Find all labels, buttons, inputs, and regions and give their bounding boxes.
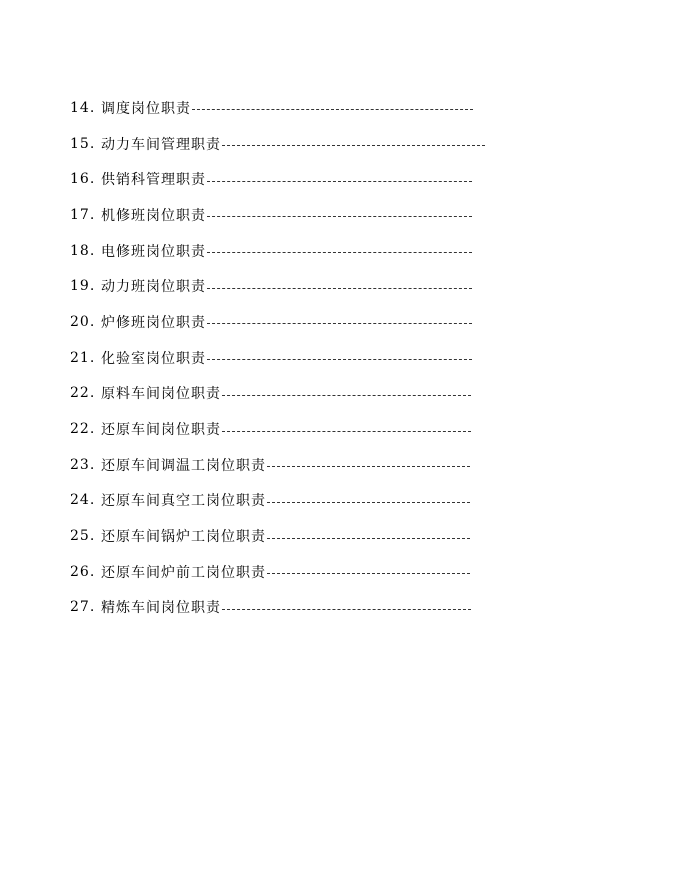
toc-entry-number: 14. [70, 99, 96, 116]
dotted-leader [192, 109, 473, 110]
toc-entry[interactable] [70, 340, 670, 376]
toc-entry[interactable] [70, 161, 670, 197]
toc-entry-title: 还原车间真空工岗位职责 [101, 493, 266, 510]
toc-entry-number: 15. [70, 135, 96, 152]
toc-entry-number: 19. [70, 278, 96, 295]
dotted-leader [222, 609, 471, 610]
dotted-leader [207, 181, 472, 182]
toc-entry-number: 21. [70, 349, 96, 366]
toc-entry-title: 还原车间调温工岗位职责 [101, 457, 266, 474]
toc-entry-title: 化验室岗位职责 [101, 350, 206, 367]
toc-entry-number: 20. [70, 313, 96, 330]
dotted-leader [207, 288, 472, 289]
dotted-leader [267, 538, 470, 539]
toc-entry-title: 电修班岗位职责 [101, 243, 206, 260]
toc-entry-number: 22. [70, 421, 96, 438]
dotted-leader [222, 395, 471, 396]
dotted-leader [222, 431, 471, 432]
toc-entry-title: 精炼车间岗位职责 [101, 600, 221, 617]
dotted-leader [207, 216, 472, 217]
toc-entry[interactable] [70, 411, 670, 447]
dotted-leader [207, 359, 472, 360]
dotted-leader [267, 573, 470, 574]
toc-entry[interactable] [70, 126, 670, 162]
toc-entry[interactable] [70, 590, 670, 626]
toc-entry-title: 还原车间锅炉工岗位职责 [101, 529, 266, 546]
toc-entry[interactable] [70, 518, 670, 554]
toc-entry-title: 还原车间岗位职责 [101, 422, 221, 439]
toc-entry[interactable] [70, 554, 670, 590]
toc-entry-title: 原料车间岗位职责 [101, 386, 221, 403]
dotted-leader [207, 323, 472, 324]
dotted-leader [267, 502, 470, 503]
dotted-leader [267, 466, 470, 467]
toc-entry[interactable] [70, 376, 670, 412]
toc-entry[interactable] [70, 268, 670, 304]
toc-entry-number: 22. [70, 385, 96, 402]
toc-entry-number: 25. [70, 528, 96, 545]
toc-entry-number: 26. [70, 563, 96, 580]
toc-entry-title: 调度岗位职责 [101, 100, 191, 117]
dotted-leader [207, 252, 472, 253]
toc-entry-number: 23. [70, 456, 96, 473]
toc-entry-title: 动力车间管理职责 [101, 136, 221, 153]
toc-entry-title: 动力班岗位职责 [101, 279, 206, 296]
toc-entry-number: 17. [70, 206, 96, 223]
toc-entry[interactable] [70, 483, 670, 519]
toc-entry-title: 炉修班岗位职责 [101, 314, 206, 331]
table-of-contents [70, 90, 670, 625]
toc-entry-title: 机修班岗位职责 [101, 207, 206, 224]
toc-entry-number: 24. [70, 492, 96, 509]
toc-entry[interactable] [70, 90, 670, 126]
toc-entry[interactable] [70, 197, 670, 233]
toc-entry-number: 27. [70, 599, 96, 616]
toc-entry[interactable] [70, 233, 670, 269]
toc-entry-title: 还原车间炉前工岗位职责 [101, 564, 266, 581]
toc-entry[interactable] [70, 304, 670, 340]
toc-entry-number: 18. [70, 242, 96, 259]
toc-entry-title: 供销科管理职责 [101, 172, 206, 189]
toc-entry-number: 16. [70, 171, 96, 188]
toc-entry[interactable] [70, 447, 670, 483]
dotted-leader [222, 145, 485, 146]
